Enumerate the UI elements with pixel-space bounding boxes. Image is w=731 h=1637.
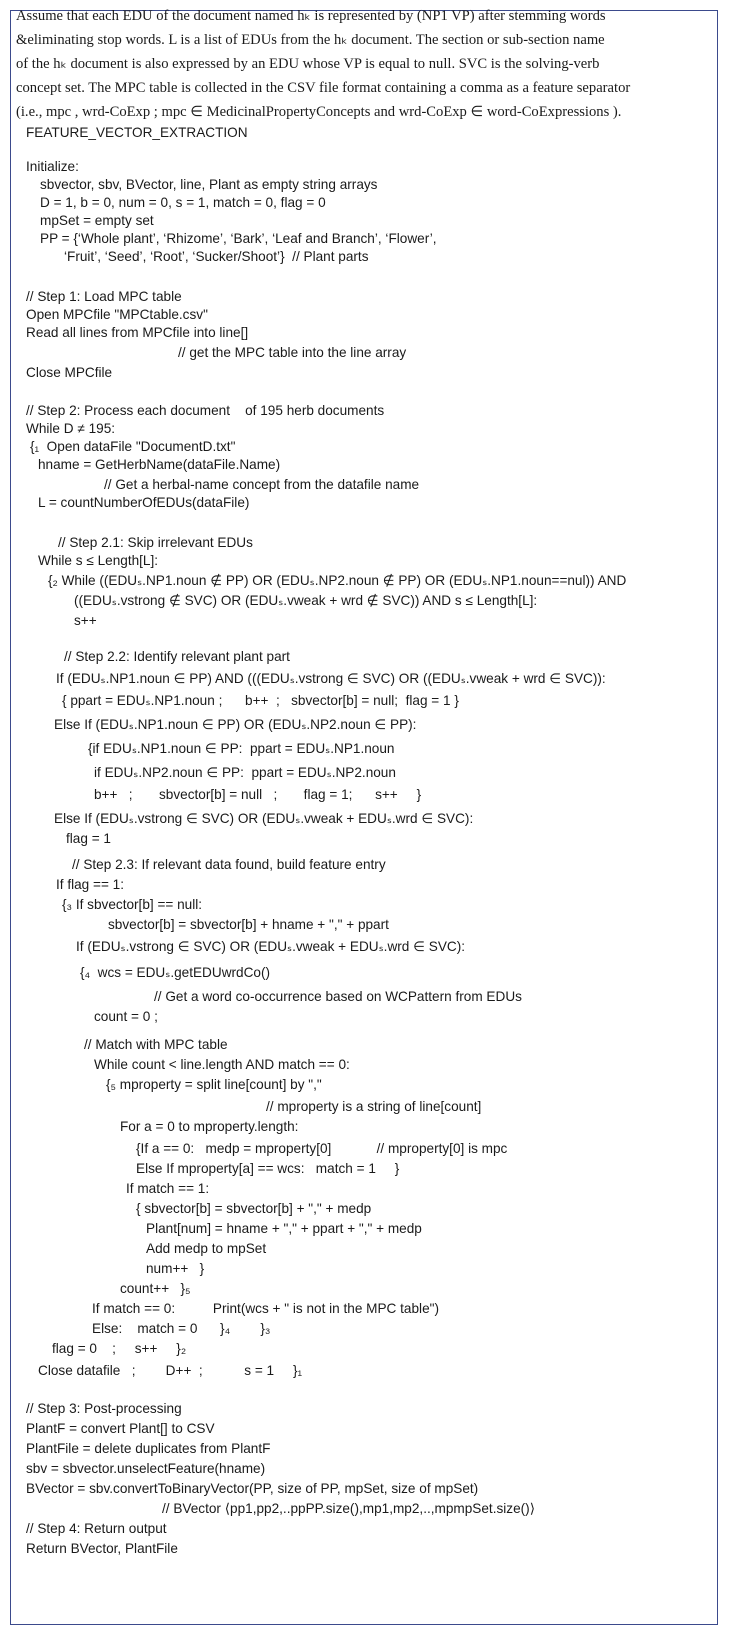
description-line: (i.e., mpc , wrd-CoExp ; mpc ∈ MedicinalPropertyConcepts and wrd-CoExp ∈ word-CoExpressions ).: [16, 104, 622, 120]
code-line: // get the MPC table into the line array: [178, 345, 407, 360]
code-line: {₄ wcs = EDUₛ.getEDUwrdCo(): [80, 965, 271, 980]
code-line: b++ ; sbvector[b] = null ; flag = 1; s++ }: [94, 787, 422, 802]
code-line: Initialize:: [26, 159, 79, 174]
code-line: num++ }: [146, 1261, 205, 1276]
code-line: If match == 0: Print(wcs + " is not in the MPC table"): [92, 1301, 439, 1316]
code-line: PlantF = convert Plant[] to CSV: [26, 1421, 215, 1436]
description-line: Assume that each EDU of the document named hₖ is represented by (NP1 VP) after stemming words: [16, 8, 606, 24]
code-line: L = countNumberOfEDUs(dataFile): [38, 495, 250, 510]
code-line: count = 0 ;: [94, 1009, 158, 1024]
code-line: count++ }₅: [120, 1281, 191, 1296]
code-line: { sbvector[b] = sbvector[b] + "," + medp: [136, 1201, 372, 1216]
code-line: {₅ mproperty = split line[count] by ",": [106, 1077, 322, 1092]
code-line: flag = 1: [66, 831, 111, 846]
code-line: {₁ Open dataFile "DocumentD.txt": [30, 439, 236, 454]
description-line: &eliminating stop words. L is a list of EDUs from the hₖ document. The section or sub-section name: [16, 32, 605, 48]
code-line: flag = 0 ; s++ }₂: [52, 1341, 187, 1356]
code-line: Else If (EDUₛ.vstrong ∈ SVC) OR (EDUₛ.vweak + EDUₛ.wrd ∈ SVC):: [54, 811, 474, 826]
code-line: Open MPCfile "MPCtable.csv": [26, 307, 208, 322]
code-line: sbvector[b] = sbvector[b] + hname + "," + ppart: [108, 917, 389, 932]
code-line: If (EDUₛ.vstrong ∈ SVC) OR (EDUₛ.vweak + EDUₛ.wrd ∈ SVC):: [76, 939, 466, 954]
code-line: ‘Fruit’, ‘Seed’, ‘Root’, ‘Sucker/Shoot’} // Plant parts: [64, 249, 369, 264]
description-line: concept set. The MPC table is collected in the CSV file format containing a comma as a feature separator: [16, 80, 631, 96]
code-line: Close datafile ; D++ ; s = 1 }₁: [38, 1363, 303, 1378]
code-line: { ppart = EDUₛ.NP1.noun ; b++ ; sbvector[b] = null; flag = 1 }: [62, 693, 459, 708]
code-line: Plant[num] = hname + "," + ppart + "," + medp: [146, 1221, 422, 1236]
code-line: Else: match = 0 }₄ }₃: [92, 1321, 271, 1336]
code-line: // Step 2: Process each document of 195 herb documents: [26, 403, 385, 418]
code-line: {If a == 0: medp = mproperty[0] // mproperty[0] is mpc: [136, 1141, 508, 1156]
code-line: sbv = sbvector.unselectFeature(hname): [26, 1461, 266, 1476]
code-line: // Step 2.1: Skip irrelevant EDUs: [58, 535, 253, 550]
code-line: // mproperty is a string of line[count]: [266, 1099, 482, 1114]
code-line: Else If mproperty[a] == wcs: match = 1 }: [136, 1161, 400, 1176]
code-line: If flag == 1:: [56, 877, 125, 892]
code-line: // Match with MPC table: [84, 1037, 228, 1052]
code-line: PlantFile = delete duplicates from PlantF: [26, 1441, 271, 1456]
code-line: // Step 1: Load MPC table: [26, 289, 182, 304]
code-line: hname = GetHerbName(dataFile.Name): [38, 457, 281, 472]
code-line: BVector = sbv.convertToBinaryVector(PP, size of PP, mpSet, size of mpSet): [26, 1481, 479, 1496]
algorithm-description: [16, 4, 708, 124]
code-line: {if EDUₛ.NP1.noun ∈ PP: ppart = EDUₛ.NP1.noun: [88, 741, 395, 756]
code-line: // Step 2.2: Identify relevant plant part: [64, 649, 290, 664]
code-line: PP = {‘Whole plant’, ‘Rhizome’, ‘Bark’, ‘Leaf and Branch’, ‘Flower’,: [40, 231, 437, 246]
code-line: Return BVector, PlantFile: [26, 1541, 178, 1556]
code-line: // BVector ⟨pp1,pp2,..ppPP.size(),mp1,mp2,..,mpmpSet.size()⟩: [162, 1501, 536, 1516]
code-line: For a = 0 to mproperty.length:: [120, 1119, 299, 1134]
code-line: While D ≠ 195:: [26, 421, 116, 436]
code-line: // Step 4: Return output: [26, 1521, 167, 1536]
code-line: // Step 2.3: If relevant data found, build feature entry: [72, 857, 386, 872]
description-line: of the hₖ document is also expressed by an EDU whose VP is equal to null. SVC is the solving-verb: [16, 56, 600, 72]
code-line: sbvector, sbv, BVector, line, Plant as empty string arrays: [40, 177, 378, 192]
code-line: If (EDUₛ.NP1.noun ∈ PP) AND (((EDUₛ.vstrong ∈ SVC) OR ((EDUₛ.vweak + wrd ∈ SVC)):: [56, 671, 606, 686]
code-line: // Get a word co-occurrence based on WCPattern from EDUs: [154, 989, 522, 1004]
code-line: {₃ If sbvector[b] == null:: [62, 897, 203, 912]
code-line: if EDUₛ.NP2.noun ∈ PP: ppart = EDUₛ.NP2.noun: [94, 765, 396, 780]
code-line: FEATURE_VECTOR_EXTRACTION: [26, 125, 248, 140]
code-line: {₂ While ((EDUₛ.NP1.noun ∉ PP) OR (EDUₛ.NP2.noun ∉ PP) OR (EDUₛ.NP1.noun==nul)) AND: [48, 573, 627, 588]
code-line: // Get a herbal-name concept from the datafile name: [104, 477, 420, 492]
code-line: Read all lines from MPCfile into line[]: [26, 325, 249, 340]
code-line: // Step 3: Post-processing: [26, 1401, 182, 1416]
code-line: ((EDUₛ.vstrong ∉ SVC) OR (EDUₛ.vweak + wrd ∉ SVC)) AND s ≤ Length[L]:: [74, 593, 538, 608]
code-line: Else If (EDUₛ.NP1.noun ∈ PP) OR (EDUₛ.NP2.noun ∈ PP):: [54, 717, 417, 732]
code-line: Add medp to mpSet: [146, 1241, 267, 1256]
code-line: D = 1, b = 0, num = 0, s = 1, match = 0, flag = 0: [40, 195, 326, 210]
code-line: While s ≤ Length[L]:: [38, 553, 159, 568]
code-line: s++: [74, 613, 97, 628]
code-line: Close MPCfile: [26, 365, 113, 380]
code-line: mpSet = empty set: [40, 213, 154, 228]
code-line: If match == 1:: [126, 1181, 210, 1196]
code-line: While count < line.length AND match == 0:: [94, 1057, 350, 1072]
